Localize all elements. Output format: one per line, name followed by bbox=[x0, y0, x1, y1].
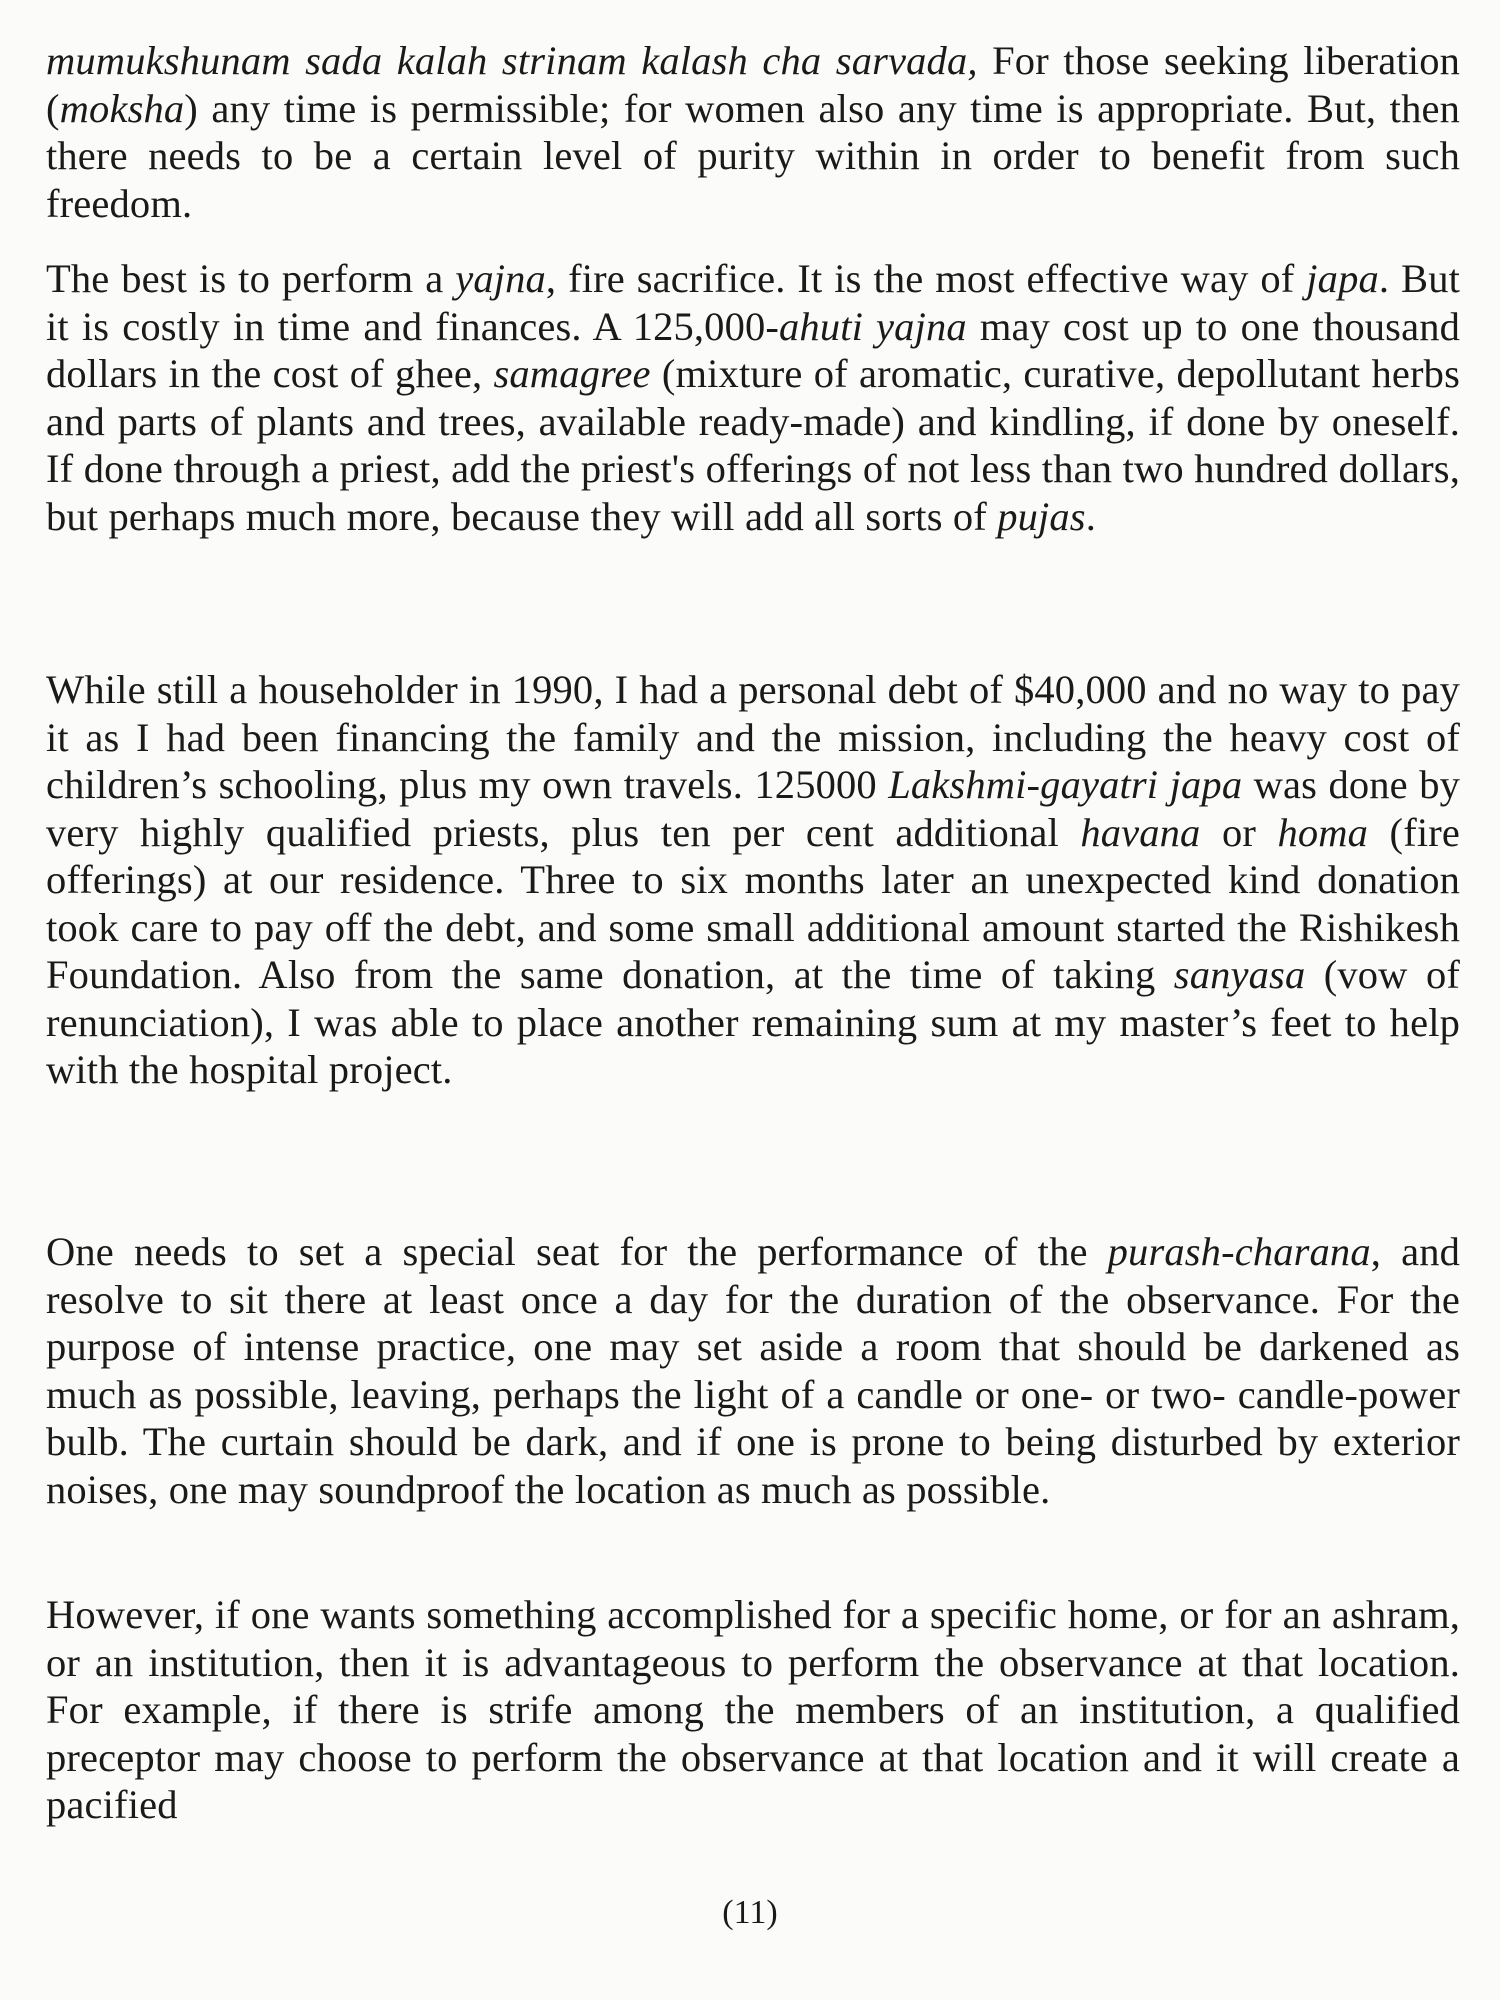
text-segment: , and resolve to sit there at least once a day for the duration of the observance. For the purpose of intense practice, one may set aside a room that should be darkened as much as possible, leaving, perhaps the light of a candle or one- or two- candle-power bulb. The curtain should be dark, and if one is prone to being disturbed by exterior noises, one may soundproof the location as much as possible. bbox=[46, 1229, 1460, 1512]
text-segment: While still a householder in 1990, I had a personal debt of $40,000 and no way to pay it as I had been financing the family and the mission, including the heavy cost of children’s schooling, plus my own travels. 125000 bbox=[46, 667, 1460, 807]
text-segment: ) any time is permissible; for women also any time is appropriate. But, then there needs to be a certain level of purity within in order to benefit from such freedom. bbox=[46, 85, 1460, 226]
page-number: (11) bbox=[722, 1894, 778, 1931]
paragraph-1 bbox=[46, 37, 1460, 227]
text-segment: , fire sacrifice. It is the most effective way of bbox=[545, 256, 1307, 301]
text-segment: moksha bbox=[59, 85, 185, 131]
text-segment: . bbox=[1085, 493, 1096, 539]
text-segment: or bbox=[1200, 809, 1278, 855]
text-segment: samagree bbox=[493, 351, 651, 396]
text-segment: pujas bbox=[997, 493, 1086, 539]
text-segment: One needs to set a special seat for the performance of the bbox=[46, 1229, 1108, 1274]
text-segment: may cost up to one thousand dollars in the cost of ghee, bbox=[46, 303, 1460, 396]
text-segment: (mixture of aromatic, curative, depollutant herbs and parts of plants and trees, available ready-made) and kindling, if done by oneself. If done through a priest, add the priest's offerings of not less than two hundred dollars, but perhaps much more, because they will add all sorts of bbox=[46, 351, 1460, 539]
text-segment: yajna bbox=[455, 256, 546, 301]
text-segment: japa bbox=[1306, 256, 1379, 301]
text-segment: For those seeking liberation ( bbox=[46, 38, 1460, 131]
text-segment: . But it is costly in time and finances. A 125,000- bbox=[46, 256, 1460, 349]
text-segment: was done by very highly qualified priests, plus ten per cent additional bbox=[46, 762, 1460, 855]
paragraph-4 bbox=[46, 1228, 1460, 1513]
text-segment: homa bbox=[1277, 809, 1369, 855]
text-segment: (fire offerings) at our residence. Three to six months later an unexpected kind donation took care to pay off the debt, and some small additional amount started the Rishikesh Foundation. Also from the same donation, at the time of taking bbox=[46, 809, 1460, 997]
paragraph-3 bbox=[46, 666, 1460, 1094]
text-segment: sanyasa bbox=[1173, 952, 1306, 997]
paragraph-2 bbox=[46, 255, 1460, 540]
text-segment: havana bbox=[1080, 809, 1201, 855]
paragraph-5 bbox=[46, 1591, 1460, 1829]
text-segment: Lakshmi-gayatri japa bbox=[888, 762, 1243, 807]
text-segment: However, if one wants something accomplished for a specific home, or for an ashram, or an institution, then it is advantageous to perform the observance at that location. For example, if there is strife among the members of an institution, a qualified preceptor may choose to perform the observance at that location and it will create a pacified bbox=[46, 1592, 1460, 1827]
text-segment: ahuti yajna bbox=[779, 303, 967, 349]
text-segment: mumukshunam sada kalah strinam kalash cha sarvada, bbox=[46, 38, 978, 83]
text-segment: (vow of renunciation), I was able to place another remaining sum at my master’s feet to help with the hospital project. bbox=[46, 952, 1460, 1092]
text-segment: The best is to perform a bbox=[46, 256, 456, 301]
text-segment: purash-charana bbox=[1107, 1229, 1371, 1274]
